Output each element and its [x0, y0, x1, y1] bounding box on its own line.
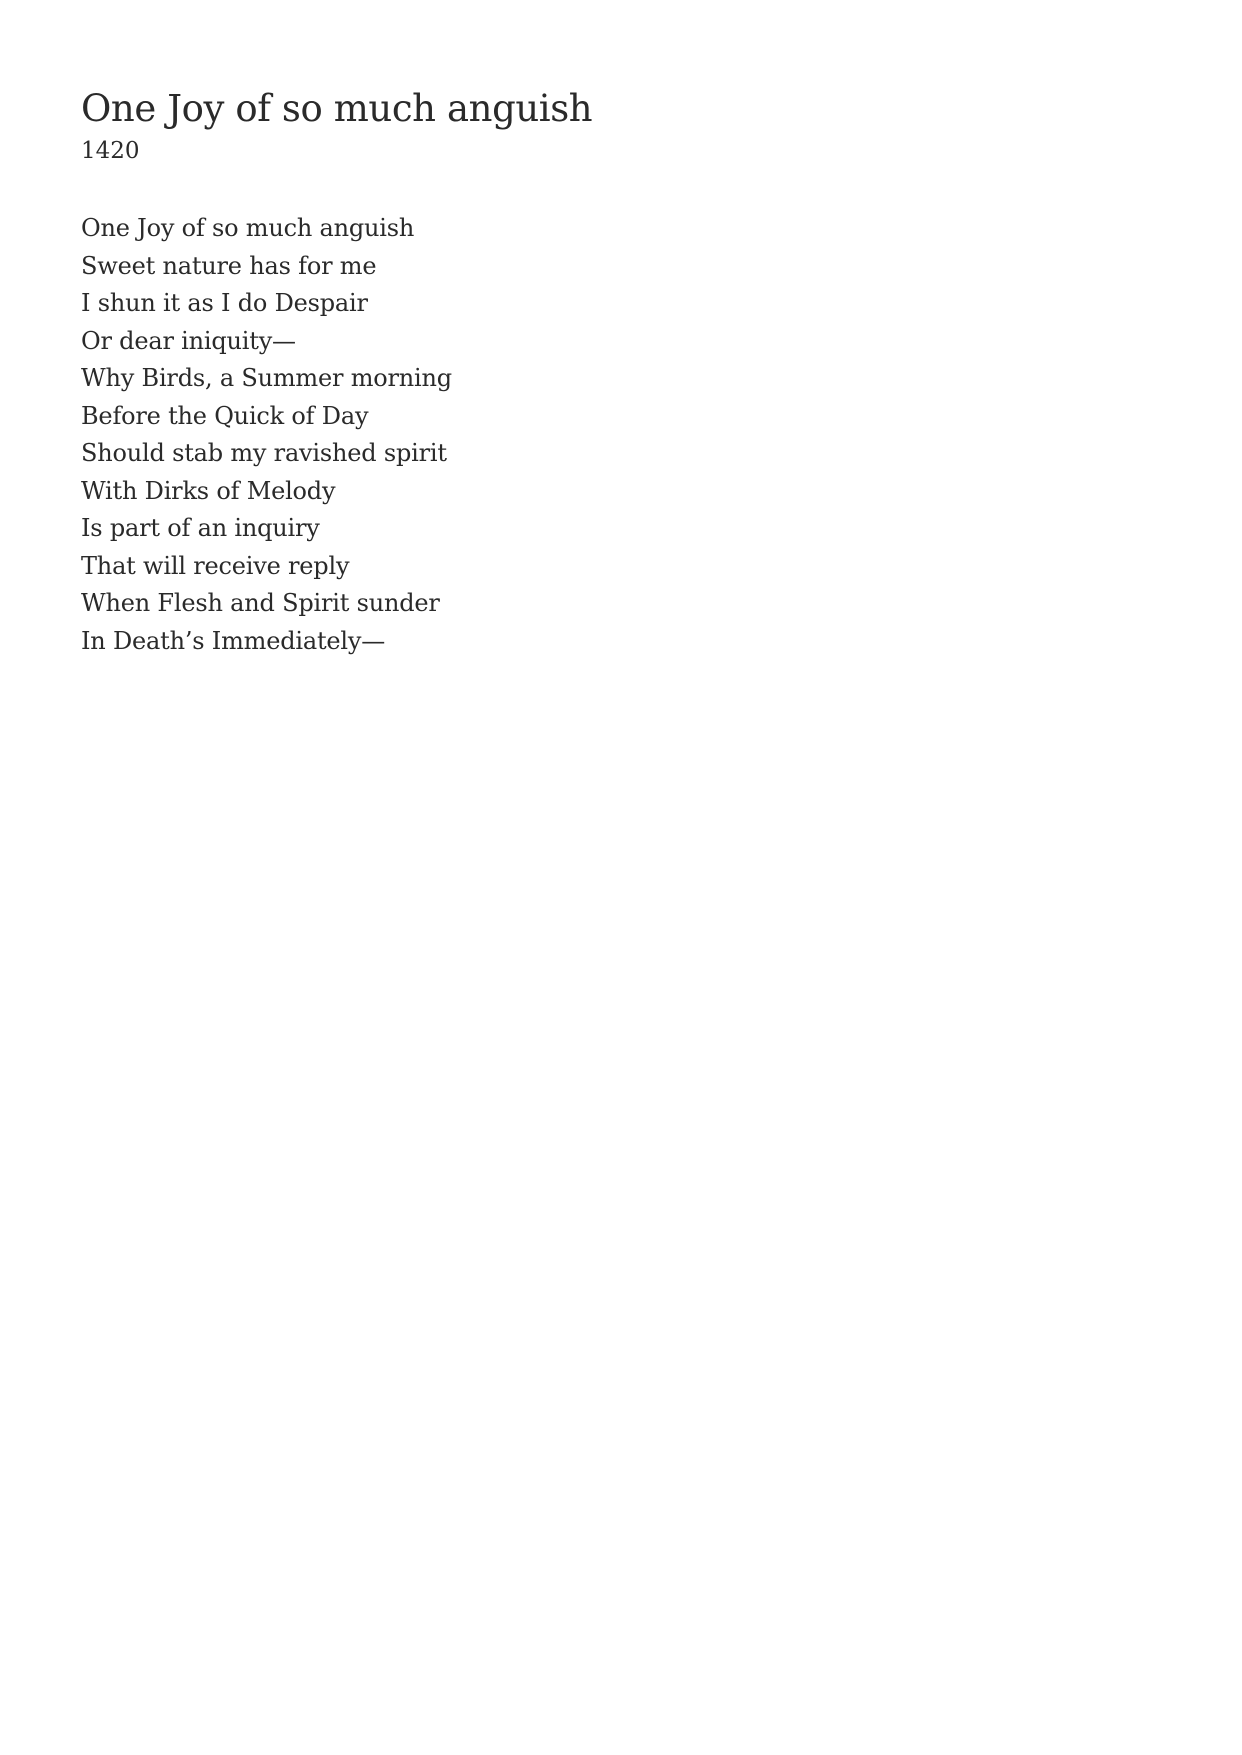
poem-line: Before the Quick of Day [81, 401, 369, 430]
poem-title: One Joy of so much anguish [81, 87, 593, 130]
poem-line: When Flesh and Spirit sunder [81, 589, 440, 617]
poem-line: Sweet nature has for me [81, 251, 377, 280]
poem-content [81, 86, 981, 660]
poem-line: With Dirks of Melody [81, 476, 336, 505]
poem-number: 1420 [81, 138, 140, 164]
poem-lines [81, 210, 981, 660]
poem-line: That will receive reply [81, 551, 350, 580]
poem-line: I shun it as I do Despair [81, 289, 368, 317]
poem-line: In Death’s Immediately— [81, 626, 386, 655]
poem-line: Or dear iniquity— [81, 326, 296, 355]
poem-line: One Joy of so much anguish [81, 214, 415, 242]
poem-line: Is part of an inquiry [81, 514, 320, 542]
poem-line: Should stab my ravished spirit [81, 439, 447, 467]
poem-line: Why Birds, a Summer morning [81, 364, 452, 392]
